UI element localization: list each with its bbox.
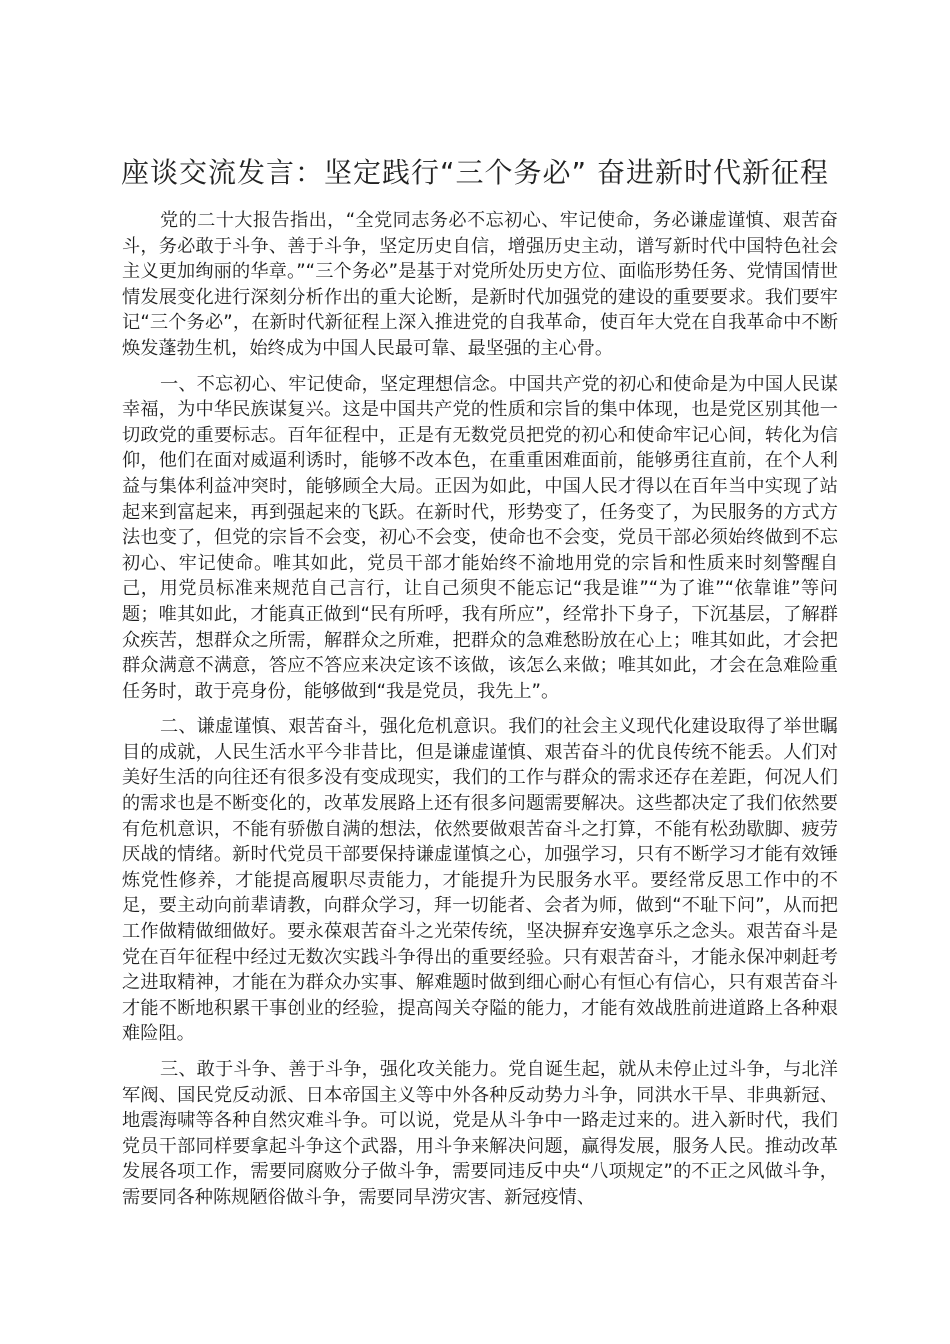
document-body	[122, 208, 838, 1221]
paragraph-section-3: 三、敢于斗争、善于斗争，强化攻关能力。党自诞生起，就从未停止过斗争，与北洋军阀、国民党反动派、日本帝国主义等中外各种反动势力斗争，同洪水干旱、非典新冠、地震海啸等各种自然灾难斗争。可以说，党是从斗争中一路走过来的。进入新时代，我们党员干部同样要拿起斗争这个武器，用斗争来解决问题，赢得发展，服务人民。推动改革发展各项工作，需要同腐败分子做斗争，需要同违反中央“八项规定”的不正之风做斗争，需要同各种陈规陋俗做斗争，需要同旱涝灾害、新冠疫情、	[122, 1059, 838, 1208]
paragraph-intro: 党的二十大报告指出，“全党同志务必不忘初心、牢记使命，务必谦虚谨慎、艰苦奋斗，务必敢于斗争、善于斗争，坚定历史自信，增强历史主动，谱写新时代中国特色社会主义更加绚丽的华章。”“三个务必”是基于对党所处历史方位、面临形势任务、党情国情世情发展变化进行深刻分析作出的重大论断，是新时代加强党的建设的重要要求。我们要牢记“三个务必”，在新时代新征程上深入推进党的自我革命，使百年大党在自我革命中不断焕发蓬勃生机，始终成为中国人民最可靠、最坚强的主心骨。	[122, 210, 838, 359]
paragraph-section-2: 二、谦虚谨慎、艰苦奋斗，强化危机意识。我们的社会主义现代化建设取得了举世瞩目的成就，人民生活水平今非昔比，但是谦虚谨慎、艰苦奋斗的优良传统不能丢。人们对美好生活的向往还有很多没有变成现实，我们的工作与群众的需求还存在差距，何况人们的需求也是不断变化的，改革发展路上还有很多问题需要解决。这些都决定了我们依然要有危机意识，不能有骄傲自满的想法，依然要做艰苦奋斗之打算，不能有松劲歇脚、疲劳厌战的情绪。新时代党员干部要保持谦虚谨慎之心，加强学习，只有不断学习才能有效锤炼党性修养，才能提高履职尽责能力，才能提升为民服务水平。要经常反思工作中的不足，要主动向前辈请教，向群众学习，拜一切能者、会者为师，做到“不耻下问”，从而把工作做精做细做好。要永葆艰苦奋斗之光荣传统，坚决摒弃安逸享乐之念头。艰苦奋斗是党在百年征程中经过无数次实践斗争得出的重要经验。只有艰苦奋斗，才能永保冲刺赶考之进取精神，才能在为群众办实事、解难题时做到细心耐心有恒心有信心，只有艰苦奋斗才能不断地积累干事创业的经验，提高闯关夺隘的能力，才能有效战胜前进道路上各种艰难险阻。	[122, 716, 838, 1045]
document-title: 座谈交流发言：坚定践行“三个务必” 奋进新时代新征程	[121, 156, 829, 189]
paragraph-section-1: 一、不忘初心、牢记使命，坚定理想信念。中国共产党的初心和使命是为中国人民谋幸福，为中华民族谋复兴。这是中国共产党的性质和宗旨的集中体现，也是党区别其他一切政党的重要标志。百年征程中，正是有无数党员把党的初心和使命牢记心间，转化为信仰，他们在面对威逼利诱时，能够不改本色，在重重困难面前，能够勇往直前，在个人利益与集体利益冲突时，能够顾全大局。正因为如此，中国人民才得以在百年当中实现了站起来到富起来，再到强起来的飞跃。在新时代，形势变了，任务变了，为民服务的方式方法也变了，但党的宗旨不会变，初心不会变，使命也不会变，党员干部必须始终做到不忘初心、牢记使命。唯其如此，党员干部才能始终不渝地用党的宗旨和性质来时刻警醒自己，用党员标准来规范自己言行，让自己须臾不能忘记“我是谁”“为了谁”“依靠谁”等问题；唯其如此，才能真正做到“民有所呼，我有所应”，经常扑下身子，下沉基层，了解群众疾苦，想群众之所需，解群众之所难，把群众的急难愁盼放在心上；唯其如此，才会把群众满意不满意，答应不答应来决定该不该做，该怎么来做；唯其如此，才会在急难险重任务时，敢于亮身份，能够做到“我是党员，我先上”。	[122, 373, 838, 702]
